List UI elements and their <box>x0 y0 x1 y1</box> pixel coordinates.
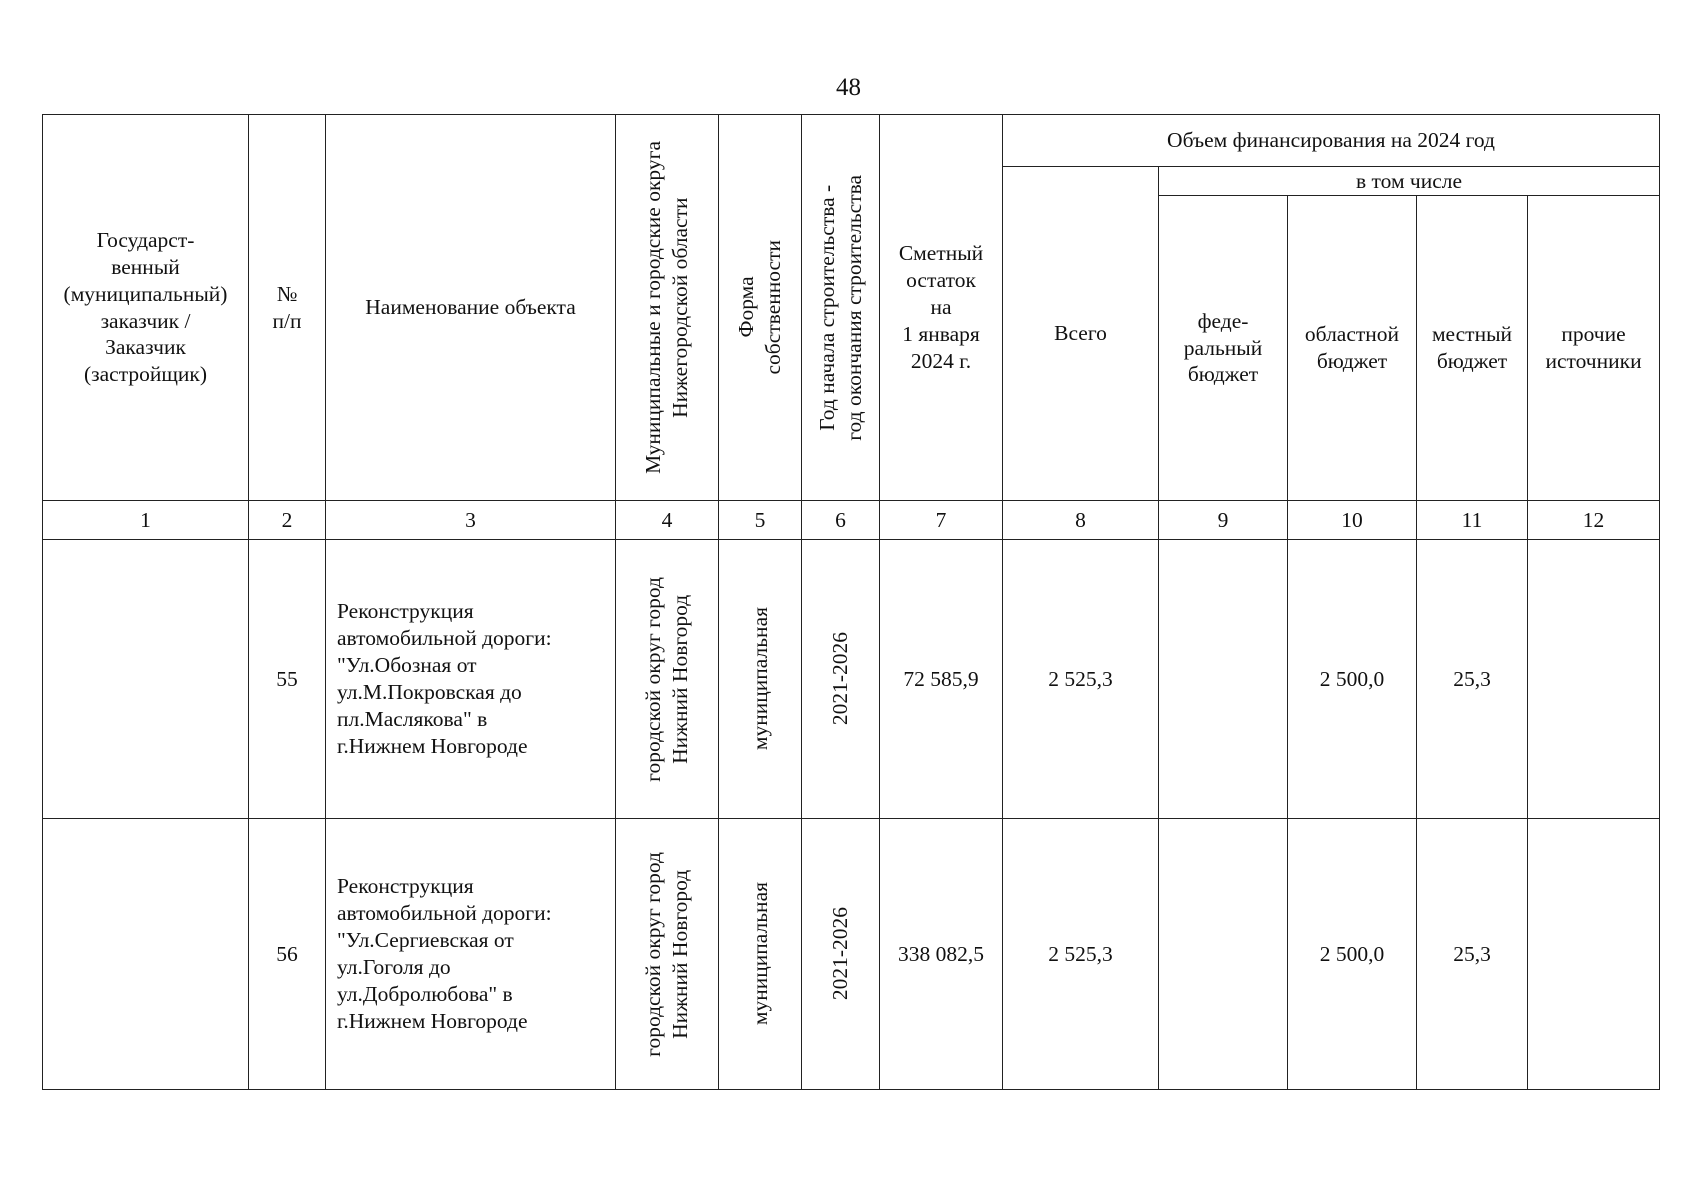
other-cell <box>1528 540 1660 819</box>
years-cell: 2021-2026 <box>802 819 880 1090</box>
financing-table <box>42 114 1660 1090</box>
column-number: 9 <box>1159 501 1288 540</box>
customer-cell <box>43 540 249 819</box>
total-cell: 2 525,3 <box>1003 819 1159 1090</box>
header-including: в том числе <box>1159 167 1660 196</box>
header-other-sources: прочие источники <box>1528 196 1660 501</box>
balance-cell: 72 585,9 <box>880 540 1003 819</box>
column-number: 10 <box>1288 501 1417 540</box>
local-cell: 25,3 <box>1417 819 1528 1090</box>
customer-cell <box>43 819 249 1090</box>
header-funding-title: Объем финансирования на 2024 год <box>1003 115 1660 167</box>
header-ownership: Форма собственности <box>719 115 802 501</box>
object-name: Реконструкция автомобильной дороги: "Ул.Обозная от ул.М.Покровская до пл.Маслякова" в г.Нижнем Новгороде <box>326 540 616 819</box>
balance-cell: 338 082,5 <box>880 819 1003 1090</box>
header-years: Год начала строительства - год окончания строительства <box>802 115 880 501</box>
header-customer: Государст- венный (муниципальный) заказчик / Заказчик (застройщик) <box>43 115 249 501</box>
district-cell: городской округ город Нижний Новгород <box>616 540 719 819</box>
header-object-name: Наименование объекта <box>326 115 616 501</box>
column-number: 1 <box>43 501 249 540</box>
page-number: 48 <box>836 74 861 101</box>
district-cell: городской округ город Нижний Новгород <box>616 819 719 1090</box>
table-row <box>43 540 1660 819</box>
regional-cell: 2 500,0 <box>1288 819 1417 1090</box>
row-number: 56 <box>249 819 326 1090</box>
header-district: Муниципальные и городские округа Нижегородской области <box>616 115 719 501</box>
column-number: 3 <box>326 501 616 540</box>
column-number: 11 <box>1417 501 1528 540</box>
column-number: 6 <box>802 501 880 540</box>
row-number: 55 <box>249 540 326 819</box>
federal-cell <box>1159 540 1288 819</box>
column-number: 4 <box>616 501 719 540</box>
years-cell: 2021-2026 <box>802 540 880 819</box>
column-number: 7 <box>880 501 1003 540</box>
column-number: 5 <box>719 501 802 540</box>
regional-cell: 2 500,0 <box>1288 540 1417 819</box>
ownership-cell: муниципальная <box>719 540 802 819</box>
total-cell: 2 525,3 <box>1003 540 1159 819</box>
object-name: Реконструкция автомобильной дороги: "Ул.Сергиевская от ул.Гоголя до ул.Добролюбова" в г.Нижнем Новгороде <box>326 819 616 1090</box>
header-local-budget: местный бюджет <box>1417 196 1528 501</box>
federal-cell <box>1159 819 1288 1090</box>
ownership-cell: муниципальная <box>719 819 802 1090</box>
column-number: 2 <box>249 501 326 540</box>
header-regional-budget: областной бюджет <box>1288 196 1417 501</box>
header-number: № п/п <box>249 115 326 501</box>
header-total: Всего <box>1003 167 1159 501</box>
table-row <box>43 819 1660 1090</box>
local-cell: 25,3 <box>1417 540 1528 819</box>
column-number: 12 <box>1528 501 1660 540</box>
header-federal-budget: феде- ральный бюджет <box>1159 196 1288 501</box>
column-numbers-row <box>43 501 1660 540</box>
other-cell <box>1528 819 1660 1090</box>
header-estimated-balance: Сметный остаток на 1 января 2024 г. <box>880 115 1003 501</box>
column-number: 8 <box>1003 501 1159 540</box>
